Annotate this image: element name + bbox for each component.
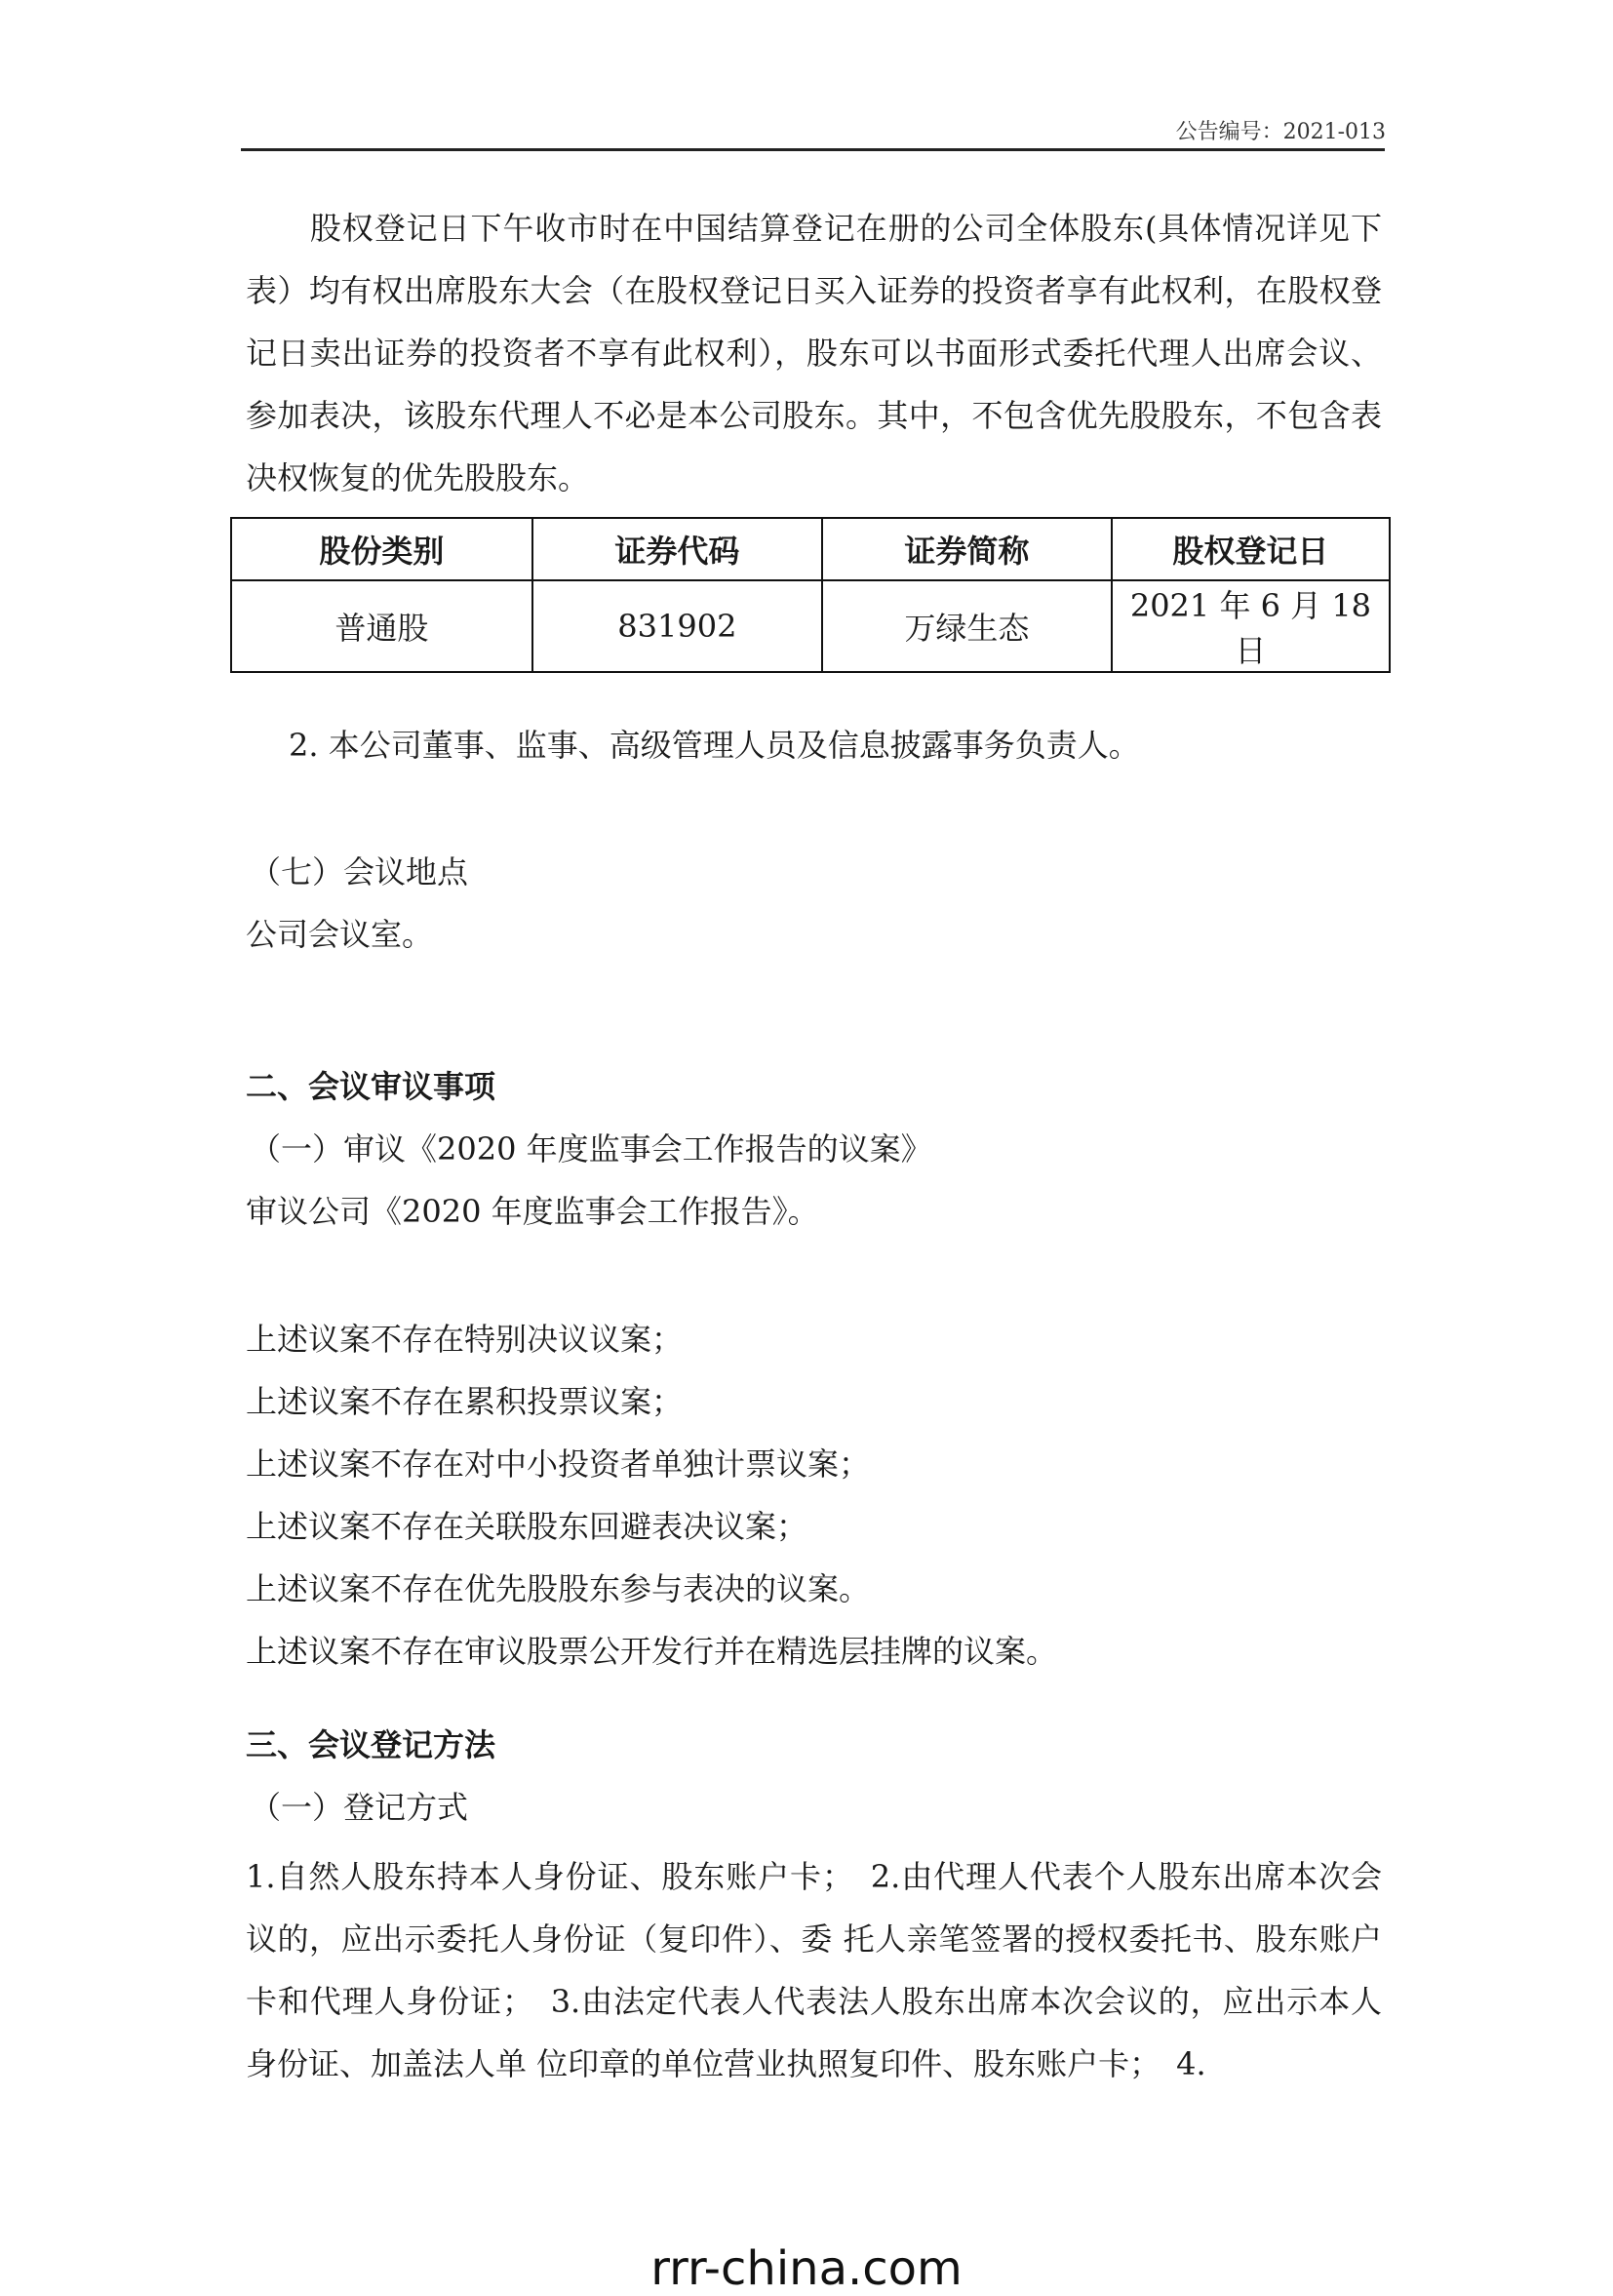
section-3-sub1: （一）登记方式 — [250, 1789, 469, 1826]
footer-watermark: rrr-china.com — [650, 2241, 963, 2296]
statement-line: 上述议案不存在优先股股东参与表决的议案。 — [246, 1570, 871, 1607]
intro-paragraph: 股权登记日下午收市时在中国结算登记在册的公司全体股东(具体情况详见下表）均有权出席股东大会（在股权登记日买入证券的投资者享有此权利，在股权登记日卖出证券的投资者不享有此权利），股东可以书面形式委托代理人出席会议、参加表决，该股东代理人不必是本公司股东。其中，不包含优先股股东，不包含表决权恢复的优先股股东。 — [246, 210, 1382, 496]
section-2-sub1-text: 审议公司《2020 年度监事会工作报告》。 — [246, 1193, 819, 1230]
statement-line: 上述议案不存在对中小投资者单独计票议案； — [246, 1445, 871, 1483]
section-2-sub1: （一）审议《2020 年度监事会工作报告的议案》 — [250, 1130, 932, 1168]
notice-number: 公告编号：2021-013 — [1175, 120, 1386, 144]
table-cell: 831902 — [532, 580, 822, 672]
statement-line: 上述议案不存在累积投票议案； — [246, 1383, 684, 1420]
column-header: 证券简称 — [822, 518, 1112, 580]
column-header: 证券代码 — [532, 518, 822, 580]
section-2-heading: 二、会议审议事项 — [246, 1068, 496, 1105]
table-row — [231, 580, 1390, 672]
registration-method-text: 1.自然人股东持本人身份证、股东账户卡； 2.由代理人代表个人股东出席本次会议的，应出示委托人身份证（复印件）、委 托人亲笔签署的授权委托书、股东账户卡和代理人身份证； 3.由法定代表人代表法人股东出席本次会议的，应出示本人身份证、加盖法人单 位印章的单位营业执照复印件、股东账户卡； 4. — [246, 1858, 1382, 2082]
table-cell: 2021 年 6 月 18 日 — [1112, 580, 1390, 672]
location-heading: （七）会议地点 — [250, 853, 469, 891]
table-cell: 普通股 — [231, 580, 532, 672]
table-cell: 万绿生态 — [822, 580, 1112, 672]
header-divider — [241, 148, 1385, 151]
column-header: 股份类别 — [231, 518, 532, 580]
section-3-heading: 三、会议登记方法 — [246, 1726, 496, 1763]
registration-table — [230, 517, 1391, 673]
attendee-item-2: 2. 本公司董事、监事、高级管理人员及信息披露事务负责人。 — [289, 727, 1140, 764]
statement-line: 上述议案不存在特别决议议案； — [246, 1321, 684, 1358]
table-header-row — [231, 518, 1390, 580]
statement-line: 上述议案不存在关联股东回避表决议案； — [246, 1508, 808, 1545]
location-text: 公司会议室。 — [246, 916, 434, 953]
statement-line: 上述议案不存在审议股票公开发行并在精选层挂牌的议案。 — [246, 1633, 1058, 1670]
column-header: 股权登记日 — [1112, 518, 1390, 580]
